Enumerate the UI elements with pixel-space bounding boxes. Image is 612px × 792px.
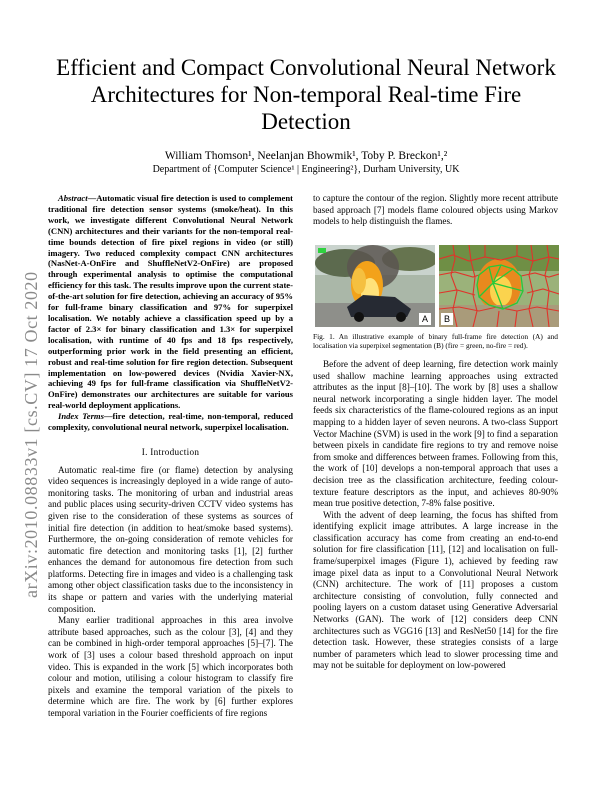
index-terms [48,411,293,433]
right-column [313,193,558,672]
author-list: William Thomson¹, Neelanjan Bhowmik¹, Toby P. Breckon¹,² [164,150,448,162]
arxiv-identifier-stamp [7,200,51,600]
figure-1 [313,245,558,327]
panel-b-label: B [441,313,453,325]
index-terms-text: —fire detection, real-time, non-temporal, reduced complexity, convolutional neural network, superpixel localisation. [48,411,294,433]
left-column [48,193,293,720]
intro-paragraph: Automatic real-time fire (or flame) detection by analysing video sequences is increasingly deployed in a wide range of auto-monitoring tasks. The monitoring of urban and industrial areas and public places using security-driven CCTV video systems has given rise to the consideration of these systems as sources of initial fire detection (in addition to heat/smoke based systems). Furthermore, the on-going consideration of remote vehicles for automatic fire detection and monitoring tasks [1], [2] further enhances the demand for autonomous fire detection from such platforms. Detecting fire in images and video is a challenging task among other object classification tasks due to the inconsistency in its shape or pattern and varies with the underlying material composition. [48,464,293,614]
continued-paragraph: to capture the contour of the region. Slightly more recent attribute based approach [7] models flame coloured objects using Markov models to help distinguish the flames. [313,193,558,227]
index-terms-lead: Index Terms [58,411,104,422]
panel-a-label: A [419,313,431,325]
author-affiliation: Department of {Computer Science¹ | Engineering²}, Durham University, UK [152,164,460,175]
abstract [48,193,293,411]
body-paragraph: Before the advent of deep learning, fire detection work mainly used shallow machine learning approaches using extracted attributes as the input [8]–[10]. The work by [8] uses a shallow neural network incorporating a single hidden layer. The model feeds six characteristics of the flame-coloured regions as an input mapping to a hidden layer of seven neurons. A two-class Support Vector Machine (SVM) is used in the work [9] to find a separation between pixels in candidate fire regions to try and remove noise from smoke and differences between frames. Following from this, the work of [10] develops a non-temporal approach that uses a decision tree as the classification architecture, feeding colour-texture feature descriptors as the input, and achieves 80-90% mean true positive detection, 7-8% false positive. [313,358,558,509]
figure-1-caption: Fig. 1. An illustrative example of binary full-frame fire detection (A) and localisation via superpixel segmentation (B) (fire = green, no-fire = red). [313,331,558,351]
abstract-lead: Abstract [58,193,88,203]
abstract-text: —Automatic visual fire detection is used to complement traditional fire detection sensor systems (smoke/heat). In this work, we investigate different Convolutional Neural Network (CNN) architectures and their variants for the non-temporal real-time bounds detection of fire pixel regions in video (or still) imagery. Two reduced complexity compact CNN architectures (NasNet-A-OnFire and ShuffleNetV2-OnFire) are proposed through experimental analysis to optimise the computational efficiency for this task. The results improve upon the current state-of-the-art solution for fire detection, achieving an accuracy of 95% for full-frame binary classification and 97% for superpixel localisation. We notably achieve a classification speed up by a factor of 2.3× for binary classification and 1.3× for superpixel localisation, with runtime of 40 fps and 18 fps respectively, outperforming prior work in the field presenting an efficient, robust and real-time solution for fire region detection. Subsequent implementation on low-powered devices (Nvidia Xavier-NX, achieving 49 fps for full-frame classification via ShuffleNetV2-OnFire) demonstrates our architectures are suitable for various real-world deployment applications. [48,193,293,411]
section-heading-introduction: I. Introduction [141,446,200,457]
figure-panel-a-burning-car-image [315,245,435,327]
arxiv-identifier-text: arXiv:2010.08833v1 [cs.CV] 17 Oct 2020 [21,271,41,598]
body-paragraph: With the advent of deep learning, the focus has shifted from identifying explicit image attributes. A large increase in the classification accuracy has come from creating an end-to-end solution for fire classification [11], [12] and localisation on full-frame/superpixel images (Figure 1), achieved by feeding raw image pixel data as input to a Convolutional Neural Network (CNN) architecture. The work of [11] proposes a custom architecture consisting of convolution, fully connected and pooling layers on a custom dataset using Generative Adversarial Networks (GAN). The work of [12] considers deep CNN architectures such as VGG16 [13] and ResNet50 [14] for the fire detection task. However, these strategies consists of a large number of parameters which lead to slower processing time and may not be suitable for deployment on low-powered [313,509,558,671]
figure-panel-b-superpixel-segmentation [439,245,559,327]
intro-paragraph: Many earlier traditional approaches in this area involve attribute based approaches, such as the colour [3], [4] and they can be combined in high-order temporal approaches [5]–[7]. The work of [3] uses a colour based threshold approach on input video. This is expanded in the work [5] which incorporates both colour and motion, utilising a colour histogram to classify fire pixels and examine the temporal variation of the pixels to determine which are fire. The work by [6] further explores temporal variation in the Fourier coefficients of fire regions [48,615,293,718]
paper-title: Efficient and Compact Convolutional Neural Network Architectures for Non-temporal Real-time Fire Detection [56,55,556,134]
